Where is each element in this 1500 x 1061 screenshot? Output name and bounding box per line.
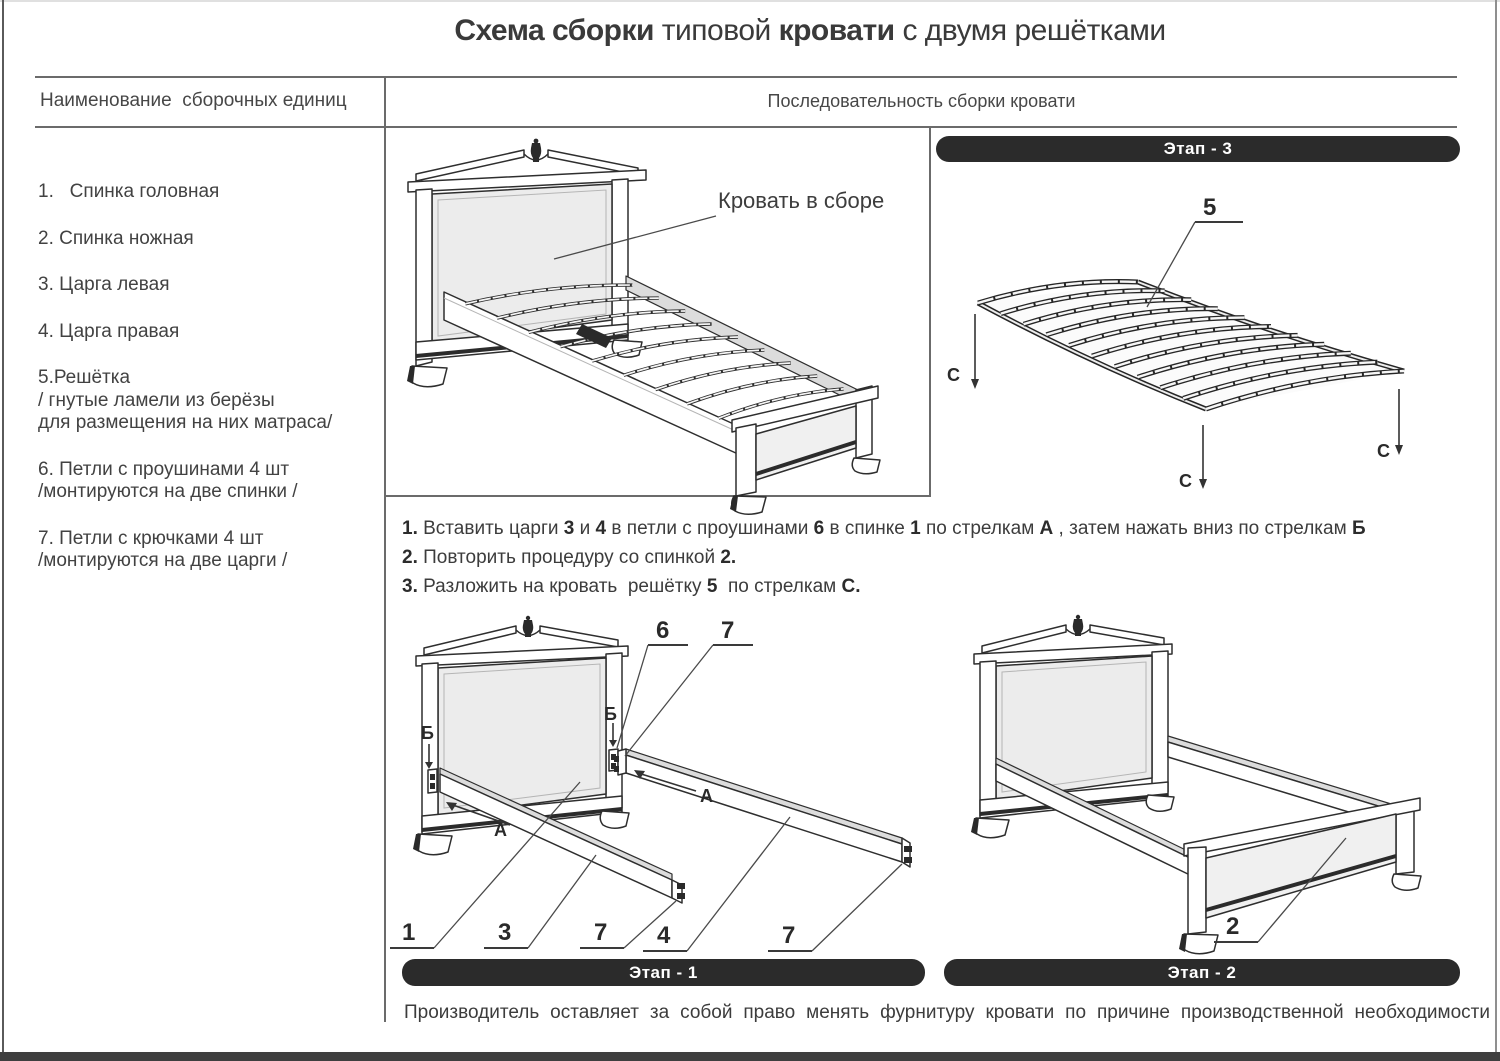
left-border [2,0,4,1054]
text-run: по стрелкам [717,576,842,597]
bottom-bar [0,1052,1500,1061]
top-edge-line [0,0,1500,2]
stage1-banner-label: Этап - 1 [629,962,698,982]
text-run: по стрелкам [920,518,1040,539]
step-num: 2. [402,547,418,568]
title-underline [35,76,1457,78]
assembled-bed-label: Кровать в сборе [718,188,885,213]
stage3-banner [936,136,1460,162]
assembled-bed-drawing [386,128,930,495]
ref: 5 [706,576,718,597]
callout-7-right [768,864,902,951]
ref: 1 [910,518,921,539]
arrow-b-label: Б [421,723,434,743]
text-run: и [574,518,596,539]
list-item [38,528,382,573]
callout-7-label: 7 [782,922,796,949]
title-reg-2: с двумя решётками [894,14,1166,47]
title-bold-2: кровати [778,14,895,47]
item-line: /монтируются на две царги / [38,550,288,571]
callout-7-top [625,617,753,756]
list-item [38,228,382,251]
stage3-banner-label: Этап - 3 [1163,139,1233,158]
bed-box-bottom [384,495,931,497]
stage3-drawing [931,127,1497,497]
arrow-b-label: Б [604,704,617,724]
ref: А [1039,518,1054,539]
callout-5: 5 [1203,194,1217,221]
right-column-header: Последовательность сборки кровати [767,91,1076,111]
page-title [430,14,1190,48]
left-column-header: Наименование сборочных единиц [40,90,347,111]
item-line: / гнутые ламели из берёзы [38,389,275,411]
stage1-drawing [390,610,935,956]
ref: 3 [563,518,575,539]
ref: 6 [813,518,825,539]
callout-6 [617,617,688,748]
item-line: 4. Царга правая [38,320,180,342]
side-rail-right [614,749,912,867]
title-bold-1: Схема сборки [454,14,654,47]
step-num: 1. [402,518,418,539]
ref: 2. [720,547,737,568]
manufacturer-note: Производитель оставляет за собой право менять фурнитуру кровати по причине производственной необходимости [404,1002,1490,1023]
callout-1-label: 1 [402,919,416,946]
item-line: для размещения на них матраса/ [38,412,333,433]
text-run: Повторить процедуру со спинкой [417,547,721,568]
arrow-c-label: С [1179,471,1192,491]
arrow-c-label: С [947,365,960,385]
item-line: 1. Спинка головная [38,181,220,202]
ref: 4 [595,518,607,539]
list-item [38,274,382,297]
hinge-plate-left [428,769,437,793]
arrow-a-label: А [700,786,713,806]
item-line: 3. Царга левая [38,274,170,295]
stage1-banner [402,959,925,986]
callout-7-label: 7 [594,919,608,946]
text-run: Разложить на кровать решётку [417,576,707,597]
arrow-c-left [947,314,979,389]
title-reg-1: типовой [653,14,779,47]
ref: С. [841,576,861,597]
item-line: /монтируются на две спинки / [38,481,298,502]
item-line: 2. Спинка ножная [38,227,194,249]
assembly-instructions [402,514,1472,601]
arrow-a-label: А [494,820,507,840]
instruction-2 [402,543,1472,572]
callout-2-label: 2 [1226,913,1240,940]
callout-3-label: 3 [498,919,512,946]
callout-4-label: 4 [657,922,671,949]
text-run: в петли с проушинами [606,518,814,539]
callout-3 [484,855,596,948]
lattice [978,282,1404,409]
step-num: 3. [402,576,418,597]
item-line: 7. Петли с крючками 4 шт [38,527,264,549]
item-line: 6. Петли с проушинами 4 шт [38,458,290,480]
callout-7-label: 7 [721,617,735,644]
stage2-banner-label: Этап - 2 [1167,962,1237,982]
item-line: 5.Решётка [38,367,131,388]
arrow-c-bottom [1179,425,1207,491]
stage2-banner [944,959,1460,986]
instruction-3 [402,572,1472,601]
parts-list [38,181,382,597]
text-run: Вставить царги [417,518,564,539]
list-item [38,367,382,435]
list-item [38,181,382,204]
arrow-c-right [1377,389,1403,461]
list-item [38,459,382,504]
callout-6-label: 6 [656,617,670,644]
footboard [1179,798,1421,954]
text-run: в спинке [824,518,911,539]
stage2-drawing [938,610,1498,960]
arrow-c-label: С [1377,441,1390,461]
ref: Б [1351,518,1366,539]
list-item [38,321,382,344]
text-run: , затем нажать вниз по стрелкам [1053,518,1352,539]
instruction-1 [402,514,1472,543]
